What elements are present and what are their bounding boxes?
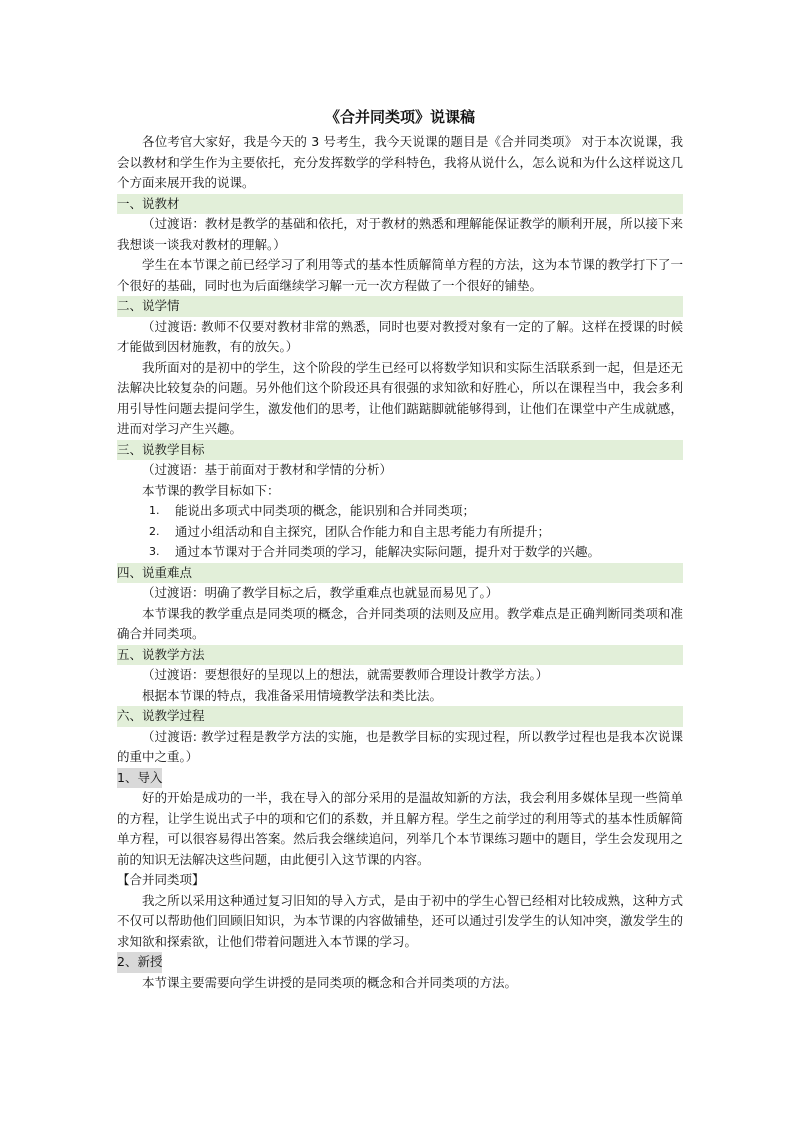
subheading-new-lesson: 2、新授: [117, 952, 162, 973]
transition-process: （过渡语: 教学过程是教学方法的实施，也是教学目标的实现过程，所以教学过程也是我本次说课的重中之重。）: [117, 728, 683, 764]
paragraph-intro-2: 我之所以采用这种通过复习旧知的导入方式，是由于初中的学生心智已经相对比较成熟，这种方式不仅可以帮助他们回顾旧知识，为本节课的内容做铺垫，还可以通过引发学生的认知冲突，激发学生的求知欲和探索欲，让他们带着问题进入本节课的学习。: [117, 892, 683, 949]
section-heading-textbook: 一、说教材: [117, 194, 683, 215]
paragraph-intro-1: 好的开始是成功的一半，我在导入的部分采用的是温故知新的方法，我会利用多媒体呈现一些简单的方程，让学生说出式子中的项和它们的系数，并且解方程。学生之前学过的利用等式的基本性质解简单方程，可以很容易得出答案。然后我会继续追问，列举几个本节课练习题中的题目，学生会发现用之前的知识无法解决这些问题，由此便引入这节课的内容。: [117, 790, 683, 867]
intro-paragraph: 各位考官大家好，我是今天的 3 号考生，我今天说课的题目是《合并同类项》 对于本次说课，我会以教材和学生作为主要依托，充分发挥数学的学科特色，我将从说什么，怎么说和为什么这样说这几个方面来展开我的说课。: [117, 134, 683, 190]
paragraph-new-lesson: 本节课主要需要向学生讲授的是同类项的概念和合并同类项的方法。: [142, 974, 518, 990]
document-body: [117, 106, 683, 993]
transition-key-points: （过渡语：明确了教学目标之后，教学重难点也就显而易见了。）: [142, 585, 499, 600]
list-item: [117, 501, 683, 522]
list-item-number: 1.: [149, 504, 160, 517]
transition-goals: （过渡语：基于前面对于教材和学情的分析）: [142, 462, 393, 477]
section-heading-methods: 五、说教学方法: [117, 645, 683, 666]
list-item: [117, 542, 683, 563]
list-item-text: 通过小组活动和自主探究，团队合作能力和自主思考能力有所提升；: [175, 523, 551, 539]
paragraph-students: 我所面对的是初中的学生，这个阶段的学生已经可以将数学知识和实际生活联系到一起，但是还无法解决比较复杂的问题。另外他们这个阶段还具有很强的求知欲和好胜心，所以在课程当中，我会多利用引导性问题去提问学生，激发他们的思考，让他们踮踮脚就能够得到，让他们在课堂中产生成就感，进而对学习产生兴趣。: [117, 359, 683, 436]
section-heading-process: 六、说教学过程: [117, 706, 683, 727]
list-item-number: 3.: [149, 545, 160, 558]
paragraph-methods: 根据本节课的特点，我准备采用情境教学法和类比法。: [142, 687, 443, 703]
transition-textbook: （过渡语：教材是教学的基础和依托，对于教材的熟悉和理解能保证教学的顺利开展，所以接下来我想谈一谈我对教材的理解。）: [117, 216, 683, 252]
section-heading-students: 二、说学情: [117, 296, 683, 317]
page-title: 《合并同类项》说课稿: [324, 108, 475, 126]
section-heading-key-points: 四、说重难点: [117, 563, 683, 584]
paragraph-key-points: 本节课我的教学重点是同类项的概念，合并同类项的法则及应用。教学难点是正确判断同类项和准确合并同类项。: [117, 605, 683, 641]
section-heading-goals: 三、说教学目标: [117, 440, 683, 461]
bracket-topic: 【合并同类项】: [117, 872, 205, 887]
transition-students: （过渡语: 教师不仅要对教材非常的熟悉，同时也要对教授对象有一定的了解。这样在授课的时候才能做到因材施教，有的放矢。）: [117, 318, 683, 354]
subheading-intro: 1、导入: [117, 768, 162, 789]
list-item: [117, 522, 683, 543]
transition-methods: （过渡语：要想很好的呈现以上的想法，就需要教师合理设计教学方法。）: [142, 667, 549, 682]
paragraph-goals-intro: 本节课的教学目标如下：: [142, 482, 280, 498]
list-item-text: 能说出多项式中同类项的概念，能识别和合并同类项；: [175, 503, 476, 518]
list-item-text: 通过本节课对于合并同类项的学习，能解决实际问题，提升对于数学的兴趣。: [175, 544, 601, 559]
list-item-number: 2.: [149, 524, 160, 538]
paragraph-textbook: 学生在本节课之前已经学习了利用等式的基本性质解简单方程的方法，这为本节课的教学打下了一个很好的基础，同时也为后面继续学习解一元一次方程做了一个很好的铺垫。: [117, 257, 683, 293]
